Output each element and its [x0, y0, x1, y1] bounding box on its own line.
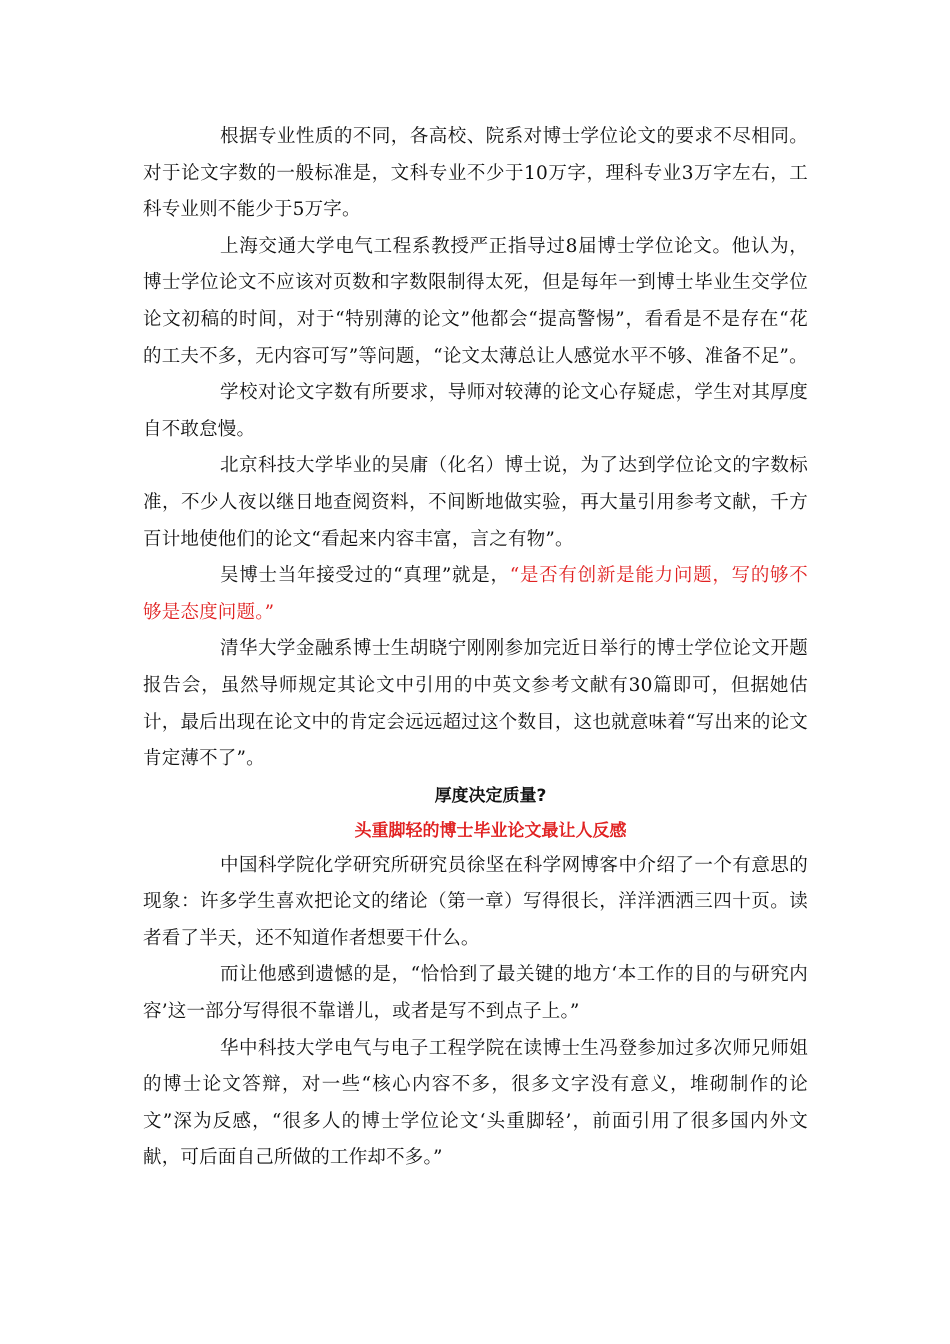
section-heading: 厚度决定质量? — [434, 785, 547, 806]
paragraph-xu-jian: 中国科学院化学研究所研究员徐坚在科学网博客中介绍了一个有意思的现象：许多学生喜欢把论文的绪论（第一章）写得很长，洋洋洒洒三四十页。读者看了半天，还不知道作者想要干什么。 — [143, 854, 808, 949]
section-subheading: 头重脚轻的博士毕业论文最让人反感 — [354, 820, 627, 841]
truth-lead-text: 吴博士当年接受过的“真理”就是， — [220, 565, 510, 587]
paragraph-truth — [143, 558, 808, 631]
paragraph-feng-deng: 华中科技大学电气与电子工程学院在读博士生冯登参加过多次师兄师姐的博士论文答辩，对一些“核心内容不多，很多文字没有意义，堆砌制作的论文”深为反感，“很多人的博士学位论文‘头重脚轻’，前面引用了很多国内外文献，可后面自己所做的工作却不多。” — [143, 1037, 808, 1169]
paragraph-yan-zheng: 上海交通大学电气工程系教授严正指导过8届博士学位论文。他认为，博士学位论文不应该对页数和字数限制得太死，但是每年一到博士毕业生交学位论文初稿的时间，对于“特别薄的论文”他都会“提高警惕”，看看是不是存在“花的工夫不多，无内容可写”等问题，“论文太薄总让人感觉水平不够、准备不足”。 — [143, 235, 808, 367]
paragraph-wu-yong: 北京科技大学毕业的吴庸（化名）博士说，为了达到学位论文的字数标准，不少人夜以继日地查阅资料，不间断地做实验，再大量引用参考文献，千方百计地使他们的论文“看起来内容丰富，言之有物”。 — [143, 455, 808, 550]
document-body — [143, 119, 808, 1177]
paragraph-regret: 而让他感到遗憾的是，“恰恰到了最关键的地方‘本工作的目的与研究内容’这一部分写得很不靠谱儿，或者是写不到点子上。” — [143, 964, 808, 1023]
paragraph-requirements: 根据专业性质的不同，各高校、院系对博士学位论文的要求不尽相同。对于论文字数的一般标准是，文科专业不少于10万字，理科专业3万字左右，工科专业则不能少于5万字。 — [143, 126, 808, 221]
paragraph-school-attitude: 学校对论文字数有所要求，导师对较薄的论文心存疑虑，学生对其厚度自不敢怠慢。 — [143, 382, 808, 440]
truth-quote-text: “是否有创新是能力问题，写的够不够是态度问题。” — [143, 565, 808, 623]
paragraph-hu-xiaoning: 清华大学金融系博士生胡晓宁刚刚参加完近日举行的博士学位论文开题报告会，虽然导师规定其论文中引用的中英文参考文献有30篇即可，但据她估计，最后出现在论文中的肯定会远远超过这个数目，这也就意味着“写出来的论文肯定薄不了”。 — [143, 638, 808, 770]
